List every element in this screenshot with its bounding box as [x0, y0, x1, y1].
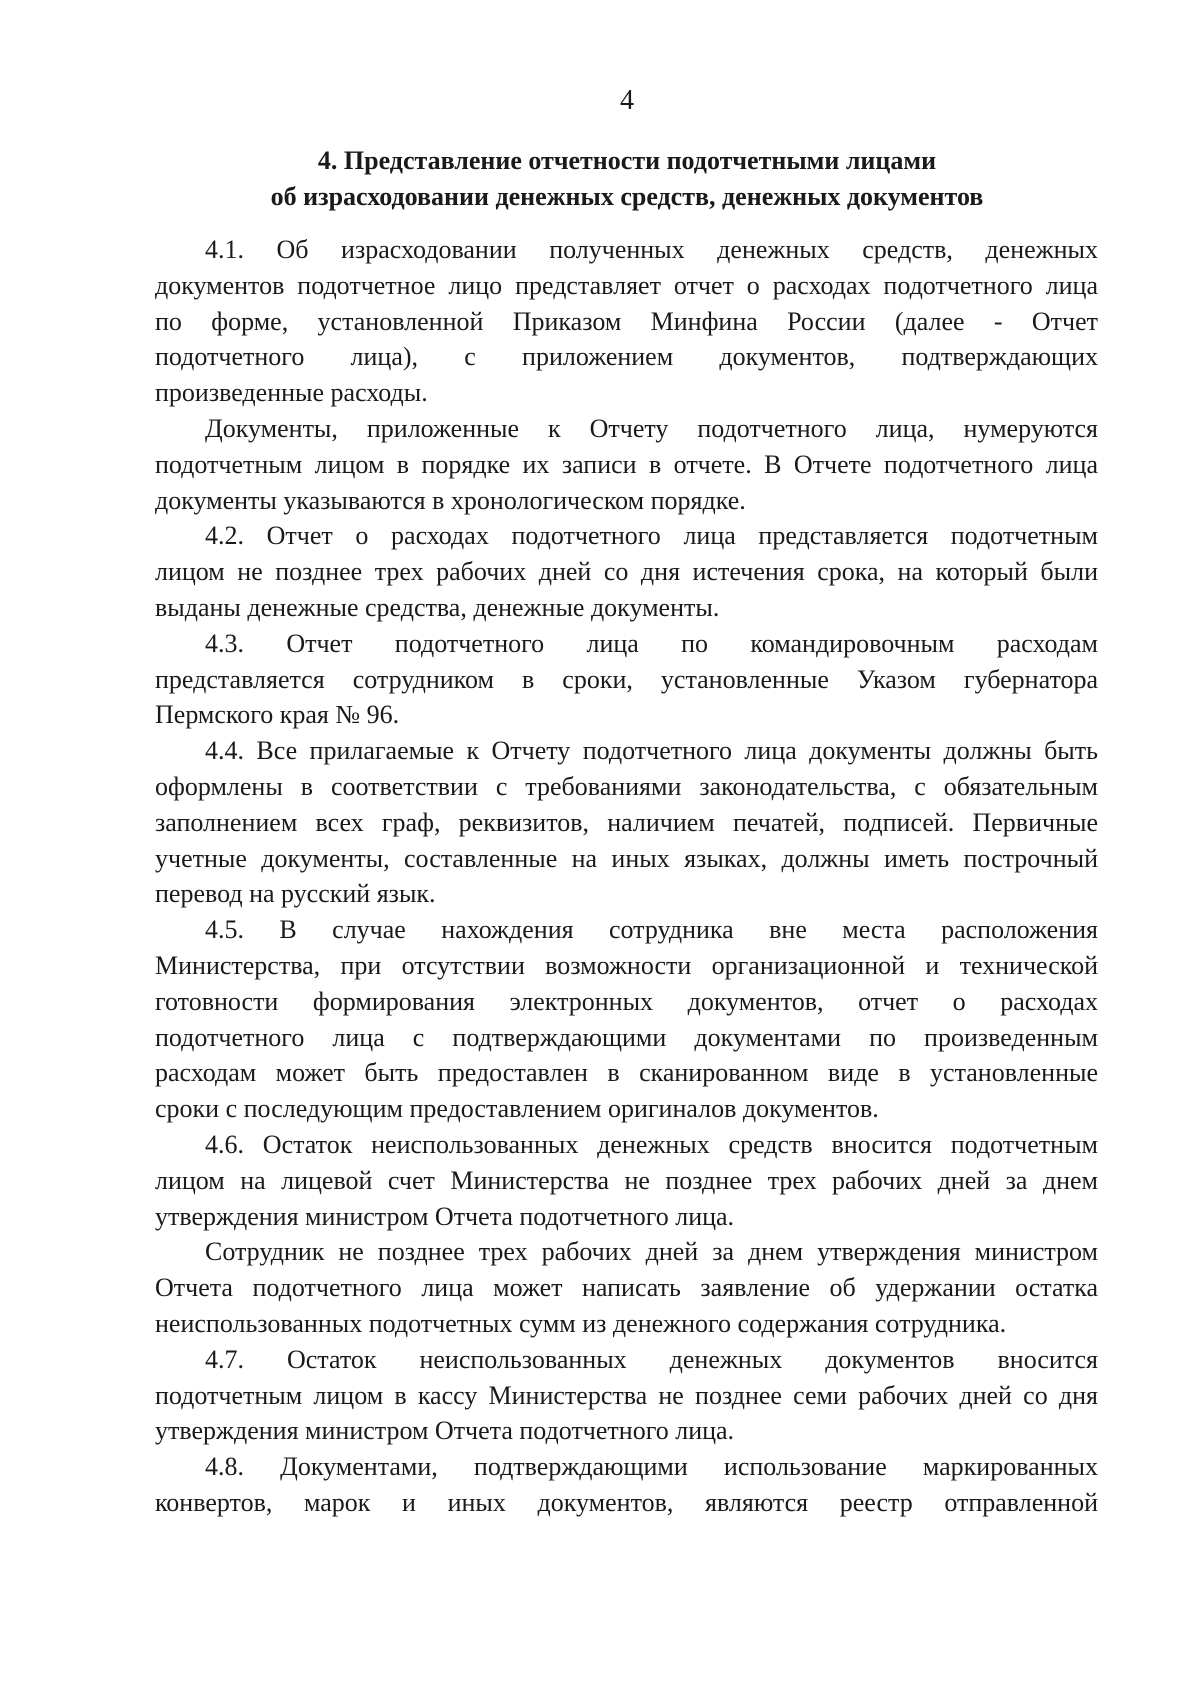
paragraph-line: учетные документы, составленные на иных языках, должны иметь построчный — [155, 843, 1098, 873]
paragraph-line: подотчетным лицом в кассу Министерства не позднее семи рабочих дней со дня — [155, 1380, 1098, 1410]
page-number: 4 — [620, 85, 634, 116]
paragraph-line: Отчета подотчетного лица может написать заявление об удержании остатка — [155, 1273, 1098, 1303]
paragraph-line: 4.3. Отчет подотчетного лица по командировочным расходам — [205, 628, 1098, 658]
paragraph-line: Сотрудник не позднее трех рабочих дней за днем утверждения министром — [205, 1237, 1098, 1267]
paragraph-line: утверждения министром Отчета подотчетного лица. — [155, 1201, 735, 1231]
section-heading-line-1: 4. Представление отчетности подотчетными лицами — [317, 146, 937, 175]
paragraph-p4-3 — [155, 626, 1098, 733]
paragraph-line: документы указываются в хронологическом порядке. — [155, 485, 746, 515]
paragraph-line: представляется сотрудником в сроки, установленные Указом губернатора — [155, 664, 1098, 694]
section-body — [155, 232, 1098, 1521]
paragraph-p4-6 — [155, 1127, 1098, 1234]
paragraph-line: 4.1. Об израсходовании полученных денежных средств, денежных — [205, 235, 1098, 264]
section-heading — [150, 143, 1104, 215]
paragraph-line: заполнением всех граф, реквизитов, наличием печатей, подписей. Первичные — [155, 807, 1098, 837]
paragraph-line: Документы, приложенные к Отчету подотчетного лица, нумеруются — [205, 413, 1098, 443]
paragraph-line: Пермского края № 96. — [155, 700, 400, 730]
paragraph-line: перевод на русский язык. — [155, 879, 436, 909]
paragraph-p4-4 — [155, 733, 1098, 912]
paragraph-line: 4.6. Остаток неиспользованных денежных средств вносится подотчетным — [205, 1129, 1098, 1159]
paragraph-line: документов подотчетное лицо представляет отчет о расходах подотчетного лица — [155, 270, 1098, 300]
paragraph-line: лицом на лицевой счет Министерства не позднее трех рабочих дней за днем — [155, 1165, 1098, 1195]
paragraph-line: 4.8. Документами, подтверждающими использование маркированных — [205, 1452, 1098, 1482]
paragraph-line: подотчетного лица с подтверждающими документами по произведенным — [155, 1022, 1098, 1052]
paragraph-line: 4.2. Отчет о расходах подотчетного лица представляется подотчетным — [205, 521, 1098, 551]
paragraph-p4-5 — [155, 912, 1098, 1127]
paragraph-line: оформлены в соответствии с требованиями законодательства, с обязательным — [155, 771, 1098, 801]
paragraph-p4-2 — [155, 518, 1098, 625]
paragraph-line: Министерства, при отсутствии возможности организационной и технической — [155, 950, 1098, 980]
paragraph-line: подотчетного лица), с приложением документов, подтверждающих — [155, 342, 1098, 372]
paragraph-line: 4.4. Все прилагаемые к Отчету подотчетного лица документы должны быть — [205, 736, 1098, 766]
paragraph-line: готовности формирования электронных документов, отчет о расходах — [155, 986, 1098, 1016]
paragraph-line: лицом не позднее трех рабочих дней со дня истечения срока, на который были — [155, 557, 1098, 587]
paragraph-line: сроки с последующим предоставлением оригиналов документов. — [155, 1094, 879, 1124]
paragraph-line: утверждения министром Отчета подотчетного лица. — [155, 1416, 735, 1446]
paragraph-line: расходам может быть предоставлен в сканированном виде в установленные — [155, 1058, 1098, 1088]
paragraph-line: подотчетным лицом в порядке их записи в отчете. В Отчете подотчетного лица — [155, 449, 1098, 479]
paragraph-line: 4.7. Остаток неиспользованных денежных документов вносится — [205, 1344, 1098, 1374]
paragraph-line: произведенные расходы. — [155, 378, 428, 408]
paragraph-line: неиспользованных подотчетных сумм из денежного содержания сотрудника. — [155, 1308, 1007, 1338]
paragraph-p4-6b — [155, 1234, 1098, 1341]
paragraph-line: конвертов, марок и иных документов, являются реестр отправленной — [155, 1487, 1098, 1517]
paragraph-line: выданы денежные средства, денежные документы. — [155, 592, 720, 622]
paragraph-p4-1 — [155, 232, 1098, 411]
paragraph-line: 4.5. В случае нахождения сотрудника вне места расположения — [205, 915, 1098, 945]
paragraph-p4-7 — [155, 1342, 1098, 1449]
paragraph-line: по форме, установленной Приказом Минфина России (далее - Отчет — [155, 306, 1098, 336]
paragraph-p4-8 — [155, 1449, 1098, 1521]
section-heading-line-2: об израсходовании денежных средств, денежных документов — [270, 182, 984, 211]
paragraph-p4-1b — [155, 411, 1098, 518]
